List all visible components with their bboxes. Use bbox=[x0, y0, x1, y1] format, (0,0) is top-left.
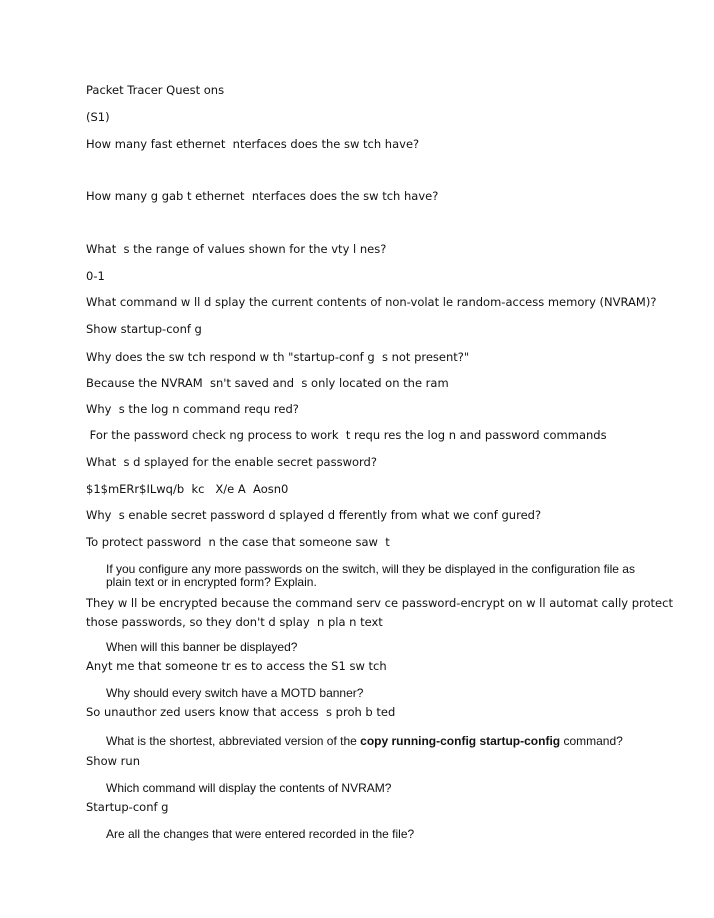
question-12-prefix: What is the shortest, abbreviated version of the bbox=[106, 734, 361, 748]
answer-9-line-2: those passwords, so they don't d splay n pla n text bbox=[86, 615, 383, 629]
answer-9-line-1: They w ll be encrypted because the command serv ce password-encrypt on w ll automat cally protect bbox=[86, 596, 673, 610]
question-6: Why s the log n command requ red? bbox=[86, 402, 299, 416]
question-8: Why s enable secret password d splayed d fferently from what we conf gured? bbox=[86, 508, 542, 522]
question-9-line-2: plain text or in encrypted form? Explain. bbox=[106, 575, 317, 589]
answer-4: Show startup-conf g bbox=[86, 322, 202, 336]
question-13: Which command will display the contents of NVRAM? bbox=[106, 781, 392, 795]
answer-13: Startup-conf g bbox=[86, 800, 169, 814]
answer-7: $1$mERr$ILwq/b kc X/e A Aosn0 bbox=[86, 482, 289, 496]
question-3: What s the range of values shown for the vty l nes? bbox=[86, 242, 387, 256]
question-12-suffix: command? bbox=[560, 734, 623, 748]
section-label: (S1) bbox=[86, 110, 110, 124]
question-10: When will this banner be displayed? bbox=[106, 640, 298, 654]
question-4: What command w ll d splay the current contents of non-volat le random-access memory (NVRAM)? bbox=[86, 295, 657, 309]
question-1: How many fast ethernet nterfaces does the sw tch have? bbox=[86, 137, 420, 151]
question-7: What s d splayed for the enable secret password? bbox=[86, 455, 377, 469]
answer-8: To protect password n the case that someone saw t bbox=[86, 535, 390, 549]
question-14: Are all the changes that were entered recorded in the file? bbox=[106, 827, 415, 841]
question-9-line-1: If you configure any more passwords on the switch, will they be displayed in the configuration file as bbox=[106, 562, 635, 576]
answer-3: 0-1 bbox=[86, 269, 105, 283]
doc-title: Packet Tracer Quest ons bbox=[86, 83, 225, 97]
answer-10: Anyt me that someone tr es to access the S1 sw tch bbox=[86, 659, 387, 673]
question-2: How many g gab t ethernet nterfaces does the sw tch have? bbox=[86, 189, 439, 203]
answer-11: So unauthor zed users know that access s proh b ted bbox=[86, 705, 396, 719]
answer-5: Because the NVRAM sn't saved and s only located on the ram bbox=[86, 376, 449, 390]
question-12 bbox=[106, 734, 623, 748]
question-5: Why does the sw tch respond w th "startup-conf g s not present?" bbox=[86, 350, 470, 364]
answer-6: For the password check ng process to work t requ res the log n and password commands bbox=[86, 428, 607, 442]
answer-12: Show run bbox=[86, 754, 140, 768]
question-12-command: copy running-config startup-config bbox=[360, 734, 561, 748]
question-11: Why should every switch have a MOTD banner? bbox=[106, 686, 364, 700]
